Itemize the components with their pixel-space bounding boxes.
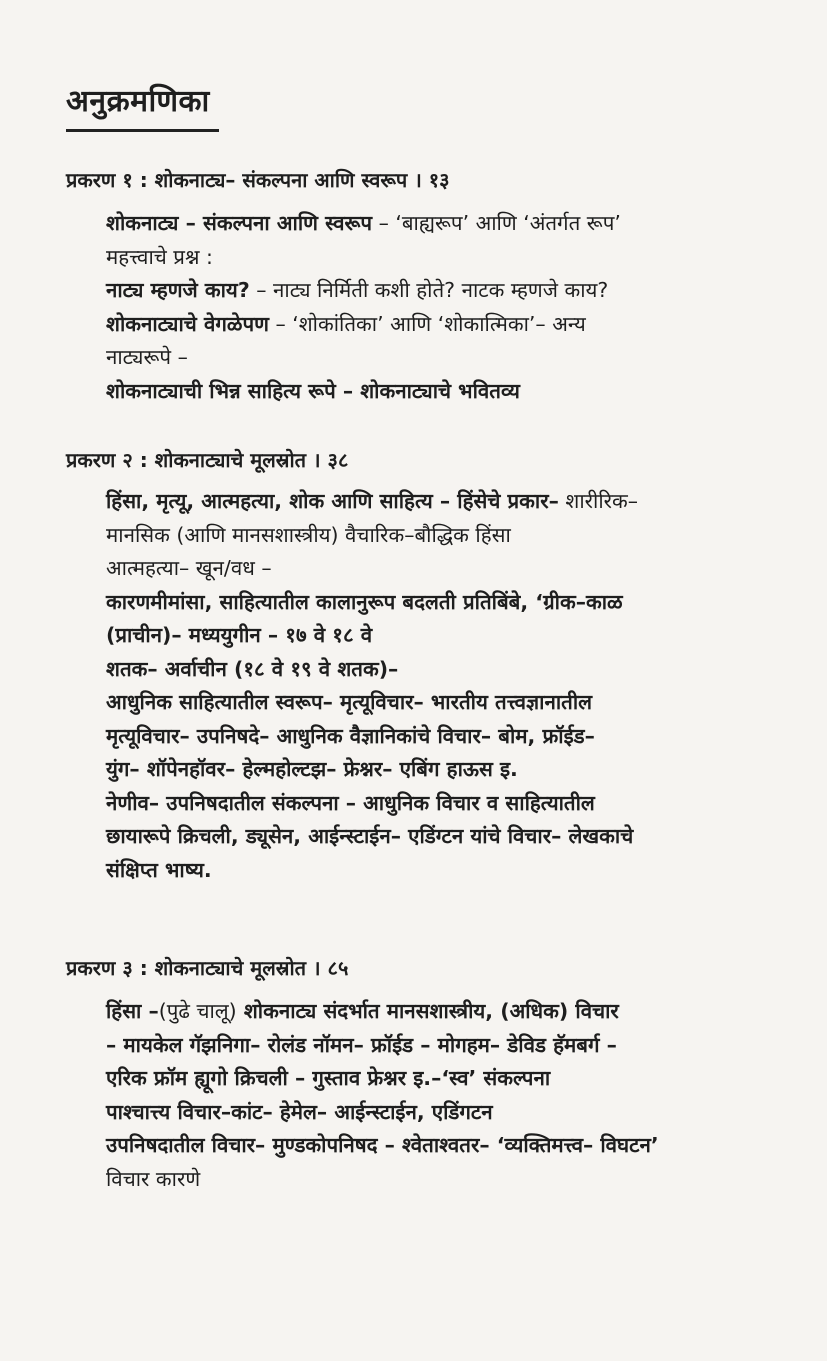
toc-text: हिंसा, मृत्यू, आत्महत्या, शोक आणि साहित्य – हिंसेचे प्रकार– (106, 489, 559, 513)
toc-text: – ‘शोकांतिका’ आणि ‘शोकात्मिका’– अन्य (268, 311, 586, 336)
toc-line (106, 274, 767, 308)
toc-text: हिंसा – (106, 999, 159, 1023)
toc-line (106, 586, 767, 620)
page-title: अनुक्रमणिका (66, 84, 210, 119)
toc-text: युंग– शॉपेनहॉवर– हेल्महोल्टझ– फ्रेश्नर– एबिंग हाऊस इ. (106, 757, 518, 781)
toc-line (106, 241, 767, 275)
toc-text: मृत्यूविचार– उपनिषदे– आधुनिक वैज्ञानिकांचे विचार– बोम, फ्रॉईड– (106, 723, 595, 748)
toc-line (106, 1129, 767, 1163)
toc-line (106, 753, 767, 787)
toc-text: नाट्य म्हणजे काय? (106, 278, 250, 302)
toc-line (106, 686, 767, 720)
toc-line (106, 854, 767, 888)
toc-text: शोकनाट्य – संकल्पना आणि स्वरूप (106, 211, 373, 235)
toc-line (106, 308, 767, 342)
toc-line (106, 820, 767, 854)
toc-line (106, 1163, 767, 1197)
toc-text: कारणमीमांसा, साहित्यातील कालानुरूप बदलती प्रतिबिंबे, ‘ग्रीक–काळ (106, 589, 623, 614)
toc-line (106, 485, 767, 519)
toc-line (106, 1062, 767, 1096)
toc-text: मानसिक (आणि मानसशास्त्रीय) वैचारिक–बौद्धिक हिंसा (106, 522, 511, 547)
toc-text: पाश्चात्त्य विचार–कांट– हेमेल– आईन्स्टाईन, एडिंगटन (106, 1099, 493, 1124)
chapter-heading-3: प्रकरण ३ : शोकनाट्याचे मूलस्रोत । ८५ (66, 956, 349, 980)
toc-line (106, 720, 767, 754)
toc-text: – नाट्य निर्मिती कशी होते? नाटक म्हणजे काय? (249, 278, 609, 302)
toc-text: नेणीव– उपनिषदातील संकल्पना – आधुनिक विचार व साहित्यातील (106, 790, 595, 815)
chapter-heading-2: प्रकरण २ : शोकनाट्याचे मूलस्रोत । ३८ (66, 448, 349, 472)
toc-text: नाट्यरूपे – (106, 345, 188, 369)
title-underline (66, 129, 219, 132)
chapter-entries-2 (106, 485, 767, 887)
chapter-entries-3 (106, 995, 767, 1196)
toc-line (106, 341, 767, 375)
toc-text: आत्महत्या– खून/वध – (106, 556, 272, 580)
toc-line (106, 1029, 767, 1063)
toc-text: शोकनाट्याचे वेगळेपण (106, 311, 269, 336)
toc-text: छायारूपे क्रिचली, ड्यूसेन, आईन्स्टाईन– एडिंग्टन यांचे विचार– लेखकाचे (106, 824, 634, 848)
chapter-heading-1: प्रकरण १ : शोकनाट्य– संकल्पना आणि स्वरूप । १३ (66, 168, 450, 192)
toc-text: महत्त्वाचे प्रश्न : (106, 244, 213, 269)
toc-line (106, 552, 767, 586)
toc-text: उपनिषदातील विचार– मुण्डकोपनिषद – श्वेताश्वतर– ‘व्यक्तिमत्त्व– विघटन’ (106, 1133, 659, 1157)
toc-line (106, 995, 767, 1029)
toc-line (106, 1096, 767, 1130)
toc-text: शोकनाट्य संदर्भात मानसशास्त्रीय, (अधिक) विचार (236, 999, 619, 1023)
toc-line (106, 787, 767, 821)
toc-text: एरिक फ्रॉम ह्यूगो क्रिचली – गुस्ताव फ्रेश्नर इ.–‘स्व’ संकल्पना (106, 1066, 551, 1090)
toc-text: शारीरिक– (558, 489, 639, 513)
toc-line (106, 375, 767, 409)
toc-text: शतक– अर्वाचीन (१८ वे १९ वे शतक)– (106, 656, 399, 681)
toc-text: आधुनिक साहित्यातील स्वरूप– मृत्यूविचार– भारतीय तत्त्वज्ञानातील (106, 690, 593, 714)
toc-line (106, 207, 767, 241)
toc-text: (प्राचीन)– मध्ययुगीन – १७ वे १८ वे (106, 623, 373, 647)
toc-line (106, 519, 767, 553)
toc-line (106, 619, 767, 653)
toc-text: संक्षिप्त भाष्य. (106, 857, 212, 882)
toc-text: विचार कारणे (106, 1166, 201, 1191)
toc-text: – मायकेल गॅझनिगा– रोलंड नॉमन– फ्रॉईड – मोगहम– डेविड हॅमबर्ग – (106, 1032, 617, 1057)
chapter-entries-1 (106, 207, 767, 408)
toc-text: शोकनाट्याची भिन्न साहित्य रूपे – शोकनाट्याचे भवितव्य (106, 378, 520, 403)
toc-text: (पुढे चालू) (158, 999, 237, 1023)
toc-line (106, 653, 767, 687)
toc-text: – ‘बाह्यरूप’ आणि ‘अंतर्गत रूप’ (372, 211, 621, 235)
